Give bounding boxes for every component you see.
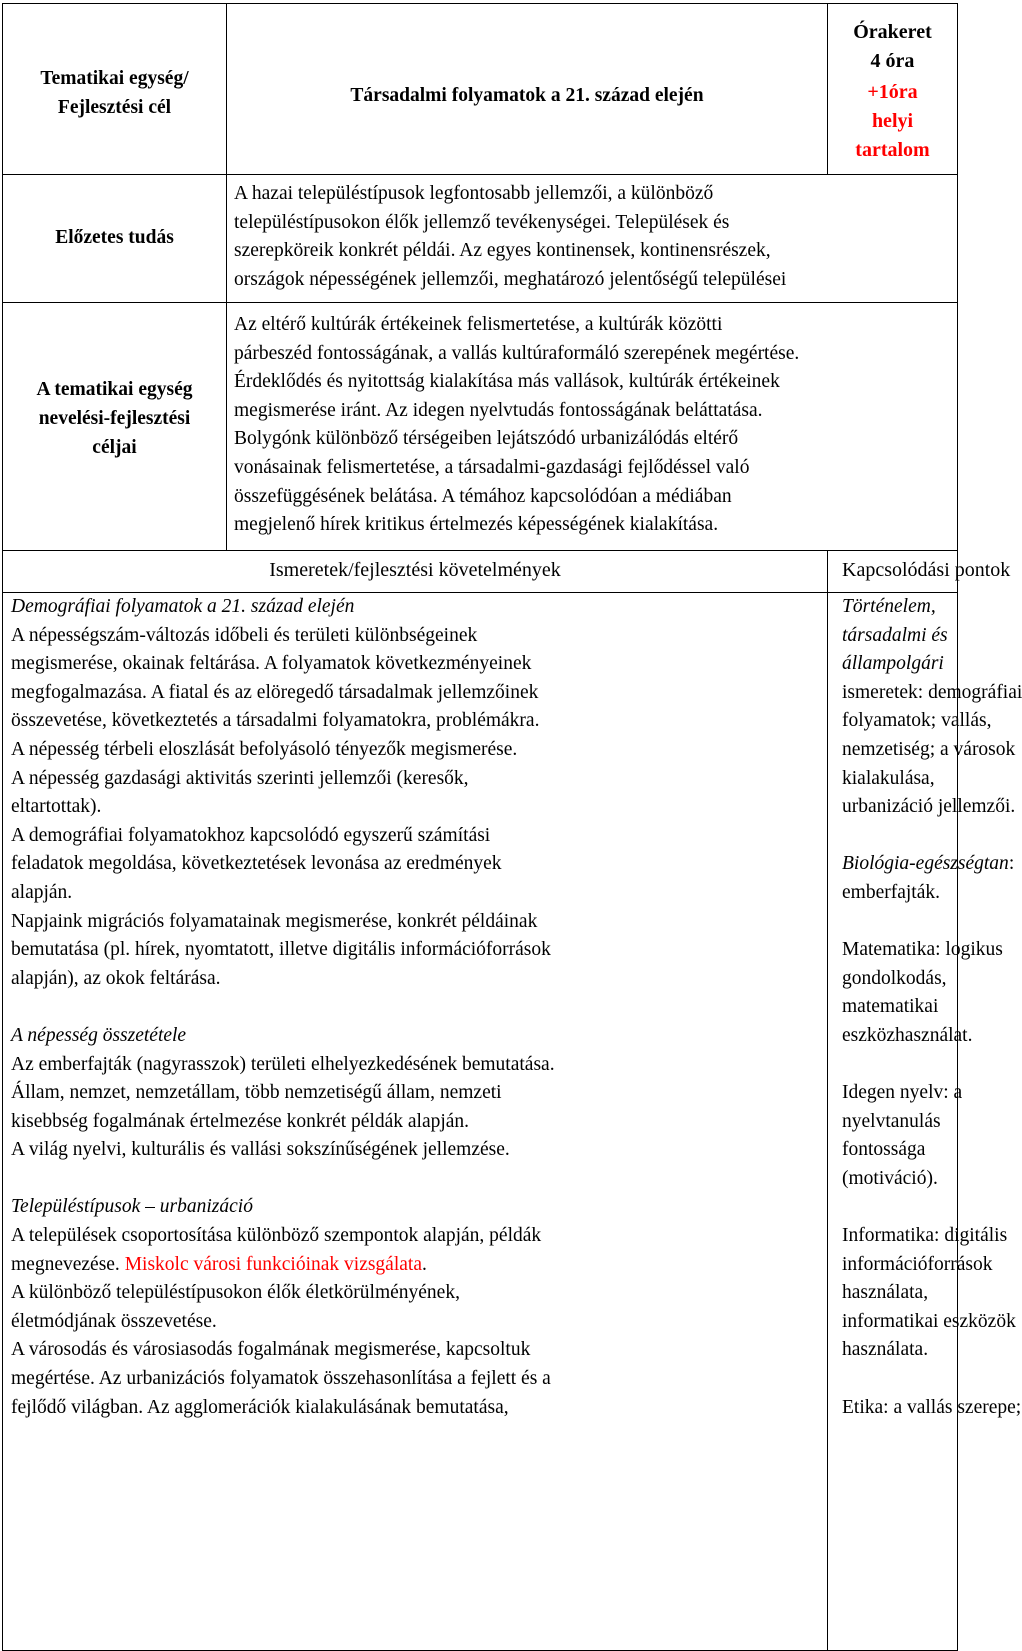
prior-knowledge-line: A hazai településtípusok legfontosabb jellemzői, a különböző xyxy=(234,183,714,204)
connection-history-line: kialakulása, xyxy=(842,767,935,789)
connection-language-line: Idegen nyelv: a xyxy=(842,1082,963,1104)
goals-line: Az eltérő kultúrák értékeinek felismertetése, a kultúrák közötti xyxy=(234,314,723,335)
topic-title: Társadalmi folyamatok a 21. század elején xyxy=(350,85,704,106)
goals-label-line: A tematikai egység xyxy=(36,379,193,400)
prior-knowledge-line: településtípusokon élők jellemző tevékenységei. Települések és xyxy=(234,211,730,233)
requirements-cell xyxy=(3,551,828,1651)
goals-label-cell xyxy=(3,303,227,551)
requirement-line: A népesség térbeli eloszlását befolyásoló tényezők megismerése. xyxy=(11,738,518,760)
connection-language-line: (motiváció). xyxy=(842,1167,938,1189)
hours-cell xyxy=(828,4,958,175)
requirement-line: eltartottak). xyxy=(11,796,102,818)
local-content-period: . xyxy=(422,1253,427,1275)
prior-knowledge-row xyxy=(3,175,958,303)
local-content-text: Miskolc városi funkcióinak vizsgálata xyxy=(124,1253,422,1275)
goals-line: összefüggésének belátása. A témához kapcsolódóan a médiában xyxy=(234,485,732,507)
connection-history-line: állampolgári xyxy=(842,653,944,675)
goals-line: megjelenő hírek kritikus értelmezés képességének kialakítása. xyxy=(234,514,719,536)
requirement-line-with-local xyxy=(11,1251,827,1280)
connection-history-line: folyamatok; vallás, xyxy=(842,710,992,732)
requirement-line: A különböző településtípusokon élők életkörülményének, xyxy=(11,1282,460,1304)
goals-label-line: nevelési-fejlesztési xyxy=(38,408,191,429)
topic-title-cell xyxy=(227,4,828,175)
connection-history-line: ismeretek: demográfiai xyxy=(842,681,1022,703)
connection-math-line: gondolkodás, xyxy=(842,967,947,989)
requirement-line: összevetése, következtetés a társadalmi folyamatokra, problémákra. xyxy=(11,710,540,732)
goals-label-line: céljai xyxy=(92,437,137,458)
goals-line: Bolygónk különböző térségeiben lejátszódó urbanizálódás eltérő xyxy=(234,428,739,450)
curriculum-page xyxy=(2,3,1022,1651)
connection-math-line: Matematika: logikus xyxy=(842,939,1003,961)
connections-cell xyxy=(828,551,1022,1651)
goals-text-cell xyxy=(227,303,958,551)
connection-language-line: fontossága xyxy=(842,1139,926,1161)
requirement-line: alapján. xyxy=(11,881,73,903)
extra-hours-content: tartalom xyxy=(855,139,930,161)
connection-math-line: eszközhasználat. xyxy=(842,1024,973,1046)
curriculum-table xyxy=(2,3,1022,1651)
connection-it-line: használata, xyxy=(842,1282,929,1304)
requirement-line: kisebbség fogalmának értelmezése konkrét példák alapján. xyxy=(11,1110,470,1132)
prior-knowledge-text-cell xyxy=(227,175,958,303)
connection-it-line: Informatika: digitális xyxy=(842,1225,1008,1247)
connection-biology-line: emberfajták. xyxy=(842,881,940,903)
requirement-line: bemutatása (pl. hírek, nyomtatott, illetve digitális információforrások xyxy=(11,939,551,961)
requirement-line: megismerése, okainak feltárása. A folyamatok következményeinek xyxy=(11,653,532,675)
requirements-row xyxy=(3,551,958,1651)
goals-row xyxy=(3,303,958,551)
requirement-line: A népesség gazdasági aktivitás szerinti jellemzői (keresők, xyxy=(11,767,469,789)
requirement-line: megfogalmazása. A fiatal és az elöregedő társadalmak jellemzőinek xyxy=(11,681,539,703)
connection-history-line: urbanizáció jellemzői. xyxy=(842,796,1016,818)
goals-line: vonásainak felismertetése, a társadalmi-gazdasági fejlődéssel való xyxy=(234,456,750,478)
prior-knowledge-label-cell xyxy=(3,175,227,303)
connection-it-line: információforrások xyxy=(842,1253,993,1275)
header-row xyxy=(3,4,958,175)
connection-it-line: informatikai eszközök xyxy=(842,1310,1016,1332)
connection-math-line: matematikai xyxy=(842,996,939,1018)
requirement-line: A népességszám-változás időbeli és területi különbségeinek xyxy=(11,624,478,646)
goals-line: Érdeklődés és nyitottság kialakítása más vallások, kultúrák értékeinek xyxy=(234,371,780,393)
requirement-line-text: megnevezése. xyxy=(11,1253,125,1275)
requirement-line: Napjaink migrációs folyamatainak megismerése, konkrét példáinak xyxy=(11,910,538,932)
topic-label-cell xyxy=(3,4,227,175)
topic-label-line: Fejlesztési cél xyxy=(57,97,172,118)
connection-history-line: nemzetiség; a városok xyxy=(842,738,1016,760)
topic-label-line: Tematikai egység/ xyxy=(40,68,189,89)
hours-value: 4 óra xyxy=(870,50,915,72)
connection-biology-colon: : xyxy=(1008,853,1015,875)
requirement-line: feladatok megoldása, következtetések levonása az eredmények xyxy=(11,853,502,875)
requirements-header: Ismeretek/fejlesztési követelmények xyxy=(269,559,561,581)
prior-knowledge-label: Előzetes tudás xyxy=(55,227,174,248)
requirement-line: Állam, nemzet, nemzetállam, több nemzetiségű állam, nemzeti xyxy=(11,1082,502,1104)
goals-line: megismerése iránt. Az idegen nyelvtudás fontosságának beláttatása. xyxy=(234,399,763,421)
requirement-line: A települések csoportosítása különböző szempontok alapján, példák xyxy=(11,1225,542,1247)
requirement-line: fejlődő világban. Az agglomerációk kialakulásának bemutatása, xyxy=(11,1396,509,1418)
hours-label: Órakeret xyxy=(853,21,932,43)
connections-header: Kapcsolódási pontok xyxy=(842,559,1011,581)
connection-history-line: Történelem, xyxy=(842,596,936,617)
connection-biology-subject: Biológia-egészségtan xyxy=(842,853,1009,875)
requirement-line: A világ nyelvi, kulturális és vallási sokszínűségének jellemzése. xyxy=(11,1139,510,1161)
prior-knowledge-line: országok népességének jellemzői, meghatározó jelentőségű települései xyxy=(234,268,787,290)
requirement-line: alapján), az okok feltárása. xyxy=(11,967,221,989)
section-heading-composition: A népesség összetétele xyxy=(11,1024,187,1046)
requirement-line: életmódjának összevetése. xyxy=(11,1310,217,1332)
section-heading-urbanization: Településtípusok – urbanizáció xyxy=(11,1196,253,1218)
goals-line: párbeszéd fontosságának, a vallás kultúraformáló szerepének megértése. xyxy=(234,342,800,364)
connection-history-line: társadalmi és xyxy=(842,624,948,646)
requirement-line: Az emberfajták (nagyrasszok) területi elhelyezkedésének bemutatása. xyxy=(11,1053,555,1075)
prior-knowledge-line: szerepköreik konkrét példái. Az egyes kontinensek, kontinensrészek, xyxy=(234,240,771,262)
connection-biology-line xyxy=(842,850,1015,879)
connection-language-line: nyelvtanulás xyxy=(842,1110,941,1132)
requirement-line: A demográfiai folyamatokhoz kapcsolódó egyszerű számítási xyxy=(11,824,491,846)
section-heading-demography: Demográfiai folyamatok a 21. század elején xyxy=(11,596,355,617)
connection-it-line: használata. xyxy=(842,1339,929,1361)
requirement-line: A városodás és városiasodás fogalmának megismerése, kapcsoltuk xyxy=(11,1339,531,1361)
connection-ethics-line: Etika: a vallás szerepe; xyxy=(842,1396,1022,1418)
requirement-line: megértése. Az urbanizációs folyamatok összehasonlítása a fejlett és a xyxy=(11,1368,551,1390)
extra-hours: +1óra xyxy=(867,81,918,103)
extra-hours-local: helyi xyxy=(871,110,914,132)
